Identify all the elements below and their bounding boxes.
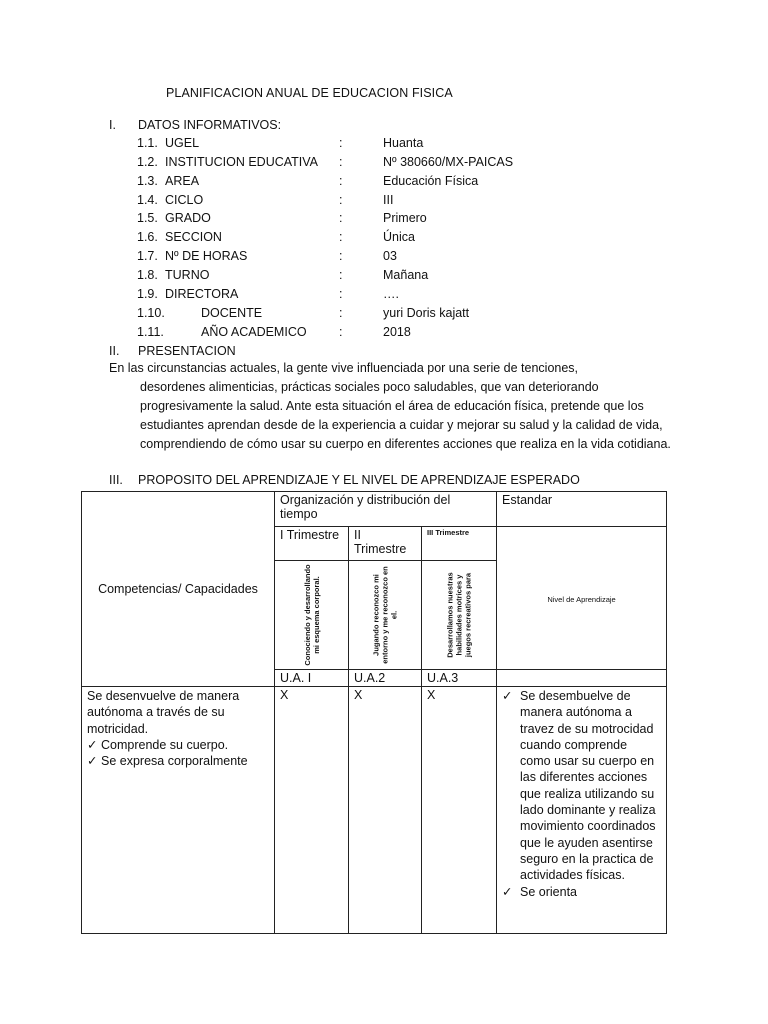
row-number: 1.8. xyxy=(137,268,158,282)
row-number: 1.7. xyxy=(137,249,158,263)
unit-title-3: Desarrollamos nuestras habilidades motrices y juegos recreativos para xyxy=(445,572,473,658)
unit-title-2: Jugando reconozco mi entorno y me reconozco en el. xyxy=(371,566,399,664)
section-heading: DATOS INFORMATIVOS: xyxy=(138,118,282,132)
row-label: AREA xyxy=(165,174,200,188)
table-header-row xyxy=(82,492,667,527)
unit-title-cell xyxy=(422,561,497,670)
paragraph-first-line: En las circunstancias actuales, la gente vive influenciada por una serie de tenciones, xyxy=(109,361,579,375)
trimestre-1: I Trimestre xyxy=(275,527,349,561)
row-value: 03 xyxy=(383,249,397,263)
organizacion-header: Organización y distribución del tiempo xyxy=(275,492,497,527)
row-value: Educación Física xyxy=(383,174,479,188)
row-value: Huanta xyxy=(383,136,424,150)
nivel-aprendizaje-cell xyxy=(497,527,667,670)
paragraph-body: desordenes alimenticias, prácticas sociales poco saludables, que van deteriorando progresivamente la salud. Ante esta situación el área de educación física, pretende que los estudiantes aprendan desde de la experiencia a cuidar y mejorar su salud y la calidad de vida, comprendiendo de cómo usar su cuerpo en diferentes acciones que realiza en la vida cotidiana. xyxy=(140,380,671,451)
estandar-item xyxy=(502,688,661,884)
row-number: 1.9. xyxy=(137,287,158,301)
estandar-text: Se orienta xyxy=(520,884,578,899)
row-colon: : xyxy=(339,306,343,320)
row-value: III xyxy=(383,193,394,207)
mark-cell: X xyxy=(275,687,349,934)
row-label: DIRECTORA xyxy=(165,287,239,301)
row-colon: : xyxy=(339,211,343,225)
competencias-header-cell xyxy=(82,492,275,687)
row-value: Mañana xyxy=(383,268,429,282)
unit-1: U.A. I xyxy=(275,670,349,687)
row-value: Única xyxy=(383,230,415,244)
estandar-cell xyxy=(497,687,667,934)
section-heading: PROPOSITO DEL APRENDIZAJE Y EL NIVEL DE APRENDIZAJE ESPERADO xyxy=(138,473,580,487)
unit-3: U.A.3 xyxy=(422,670,497,687)
row-colon: : xyxy=(339,325,343,339)
row-value: 2018 xyxy=(383,325,411,339)
row-label: Nº DE HORAS xyxy=(165,249,248,263)
units-estandar-cell xyxy=(497,670,667,687)
capacidad-item xyxy=(87,737,269,753)
mark-cell: X xyxy=(422,687,497,934)
row-colon: : xyxy=(339,287,343,301)
row-value: …. xyxy=(383,287,399,301)
unit-title-cell xyxy=(349,561,422,670)
row-number: 1.10. xyxy=(137,306,165,320)
row-colon: : xyxy=(339,230,343,244)
row-colon: : xyxy=(339,249,343,263)
unit-2: U.A.2 xyxy=(349,670,422,687)
capacidad-text: Comprende su cuerpo. xyxy=(101,737,229,752)
row-number: 1.4. xyxy=(137,193,158,207)
row-number: 1.5. xyxy=(137,211,158,225)
row-label: DOCENTE xyxy=(201,306,263,320)
row-label: AÑO ACADEMICO xyxy=(201,325,307,339)
row-number: 1.1. xyxy=(137,136,158,150)
competencias-header: Competencias/ Capacidades xyxy=(98,582,258,596)
unit-title-1: Conociendo y desarrollando mi esquema corporal. xyxy=(302,564,321,666)
trimestre-3: III Trimestre xyxy=(422,527,497,561)
unit-title-cell xyxy=(275,561,349,670)
section-number: III. xyxy=(109,473,123,487)
row-number: 1.6. xyxy=(137,230,158,244)
row-colon: : xyxy=(339,193,343,207)
document-title: PLANIFICACION ANUAL DE EDUCACION FISICA xyxy=(166,86,453,100)
section-datos-informativos xyxy=(109,118,509,136)
row-number: 1.11. xyxy=(137,325,164,339)
trimestre-2: II Trimestre xyxy=(349,527,422,561)
capacidad-text: Se expresa corporalmente xyxy=(101,754,248,769)
section-proposito xyxy=(109,473,669,491)
row-value: yuri Doris kajatt xyxy=(383,306,470,320)
row-value: Primero xyxy=(383,211,427,225)
competencia-text: Se desenvuelve de manera autónoma a través de su motricidad. xyxy=(87,689,240,736)
row-label: GRADO xyxy=(165,211,211,225)
checkmark-icon: ✓ xyxy=(87,754,98,769)
row-colon: : xyxy=(339,136,343,150)
row-label: CICLO xyxy=(165,193,204,207)
row-number: 1.2. xyxy=(137,155,158,169)
proposito-table xyxy=(81,491,667,934)
estandar-text: Se desembuelve de manera autónoma a travez de su motrocidad cuando comprende como usar su cuerpo en las diferentes acciones que realiza utilizando su lado dominante y realiza movimiento coordinados que le ayuden asentirse seguro en la practica de actividades físicas. xyxy=(520,689,656,883)
row-value: Nº 380660/MX-PAICAS xyxy=(383,155,514,169)
checkmark-icon: ✓ xyxy=(502,884,513,899)
section-number: II. xyxy=(109,344,120,358)
row-colon: : xyxy=(339,174,343,188)
row-label: UGEL xyxy=(165,136,200,150)
checkmark-icon: ✓ xyxy=(502,689,513,703)
row-label: INSTITUCION EDUCATIVA xyxy=(165,155,319,169)
section-heading: PRESENTACION xyxy=(138,344,236,358)
nivel-aprendizaje-label: Nivel de Aprendizaje xyxy=(547,595,616,604)
row-colon: : xyxy=(339,268,343,282)
presentacion-paragraph xyxy=(109,359,684,454)
row-label: TURNO xyxy=(165,268,210,282)
capacidad-item xyxy=(87,753,269,769)
table-row xyxy=(82,687,667,934)
mark-cell: X xyxy=(349,687,422,934)
row-colon: : xyxy=(339,155,343,169)
row-number: 1.3. xyxy=(137,174,158,188)
checkmark-icon: ✓ xyxy=(87,737,98,752)
estandar-header: Estandar xyxy=(497,492,667,527)
competencia-cell xyxy=(82,687,275,934)
estandar-item xyxy=(502,884,661,900)
row-label: SECCION xyxy=(165,230,222,244)
section-number: I. xyxy=(109,118,116,132)
